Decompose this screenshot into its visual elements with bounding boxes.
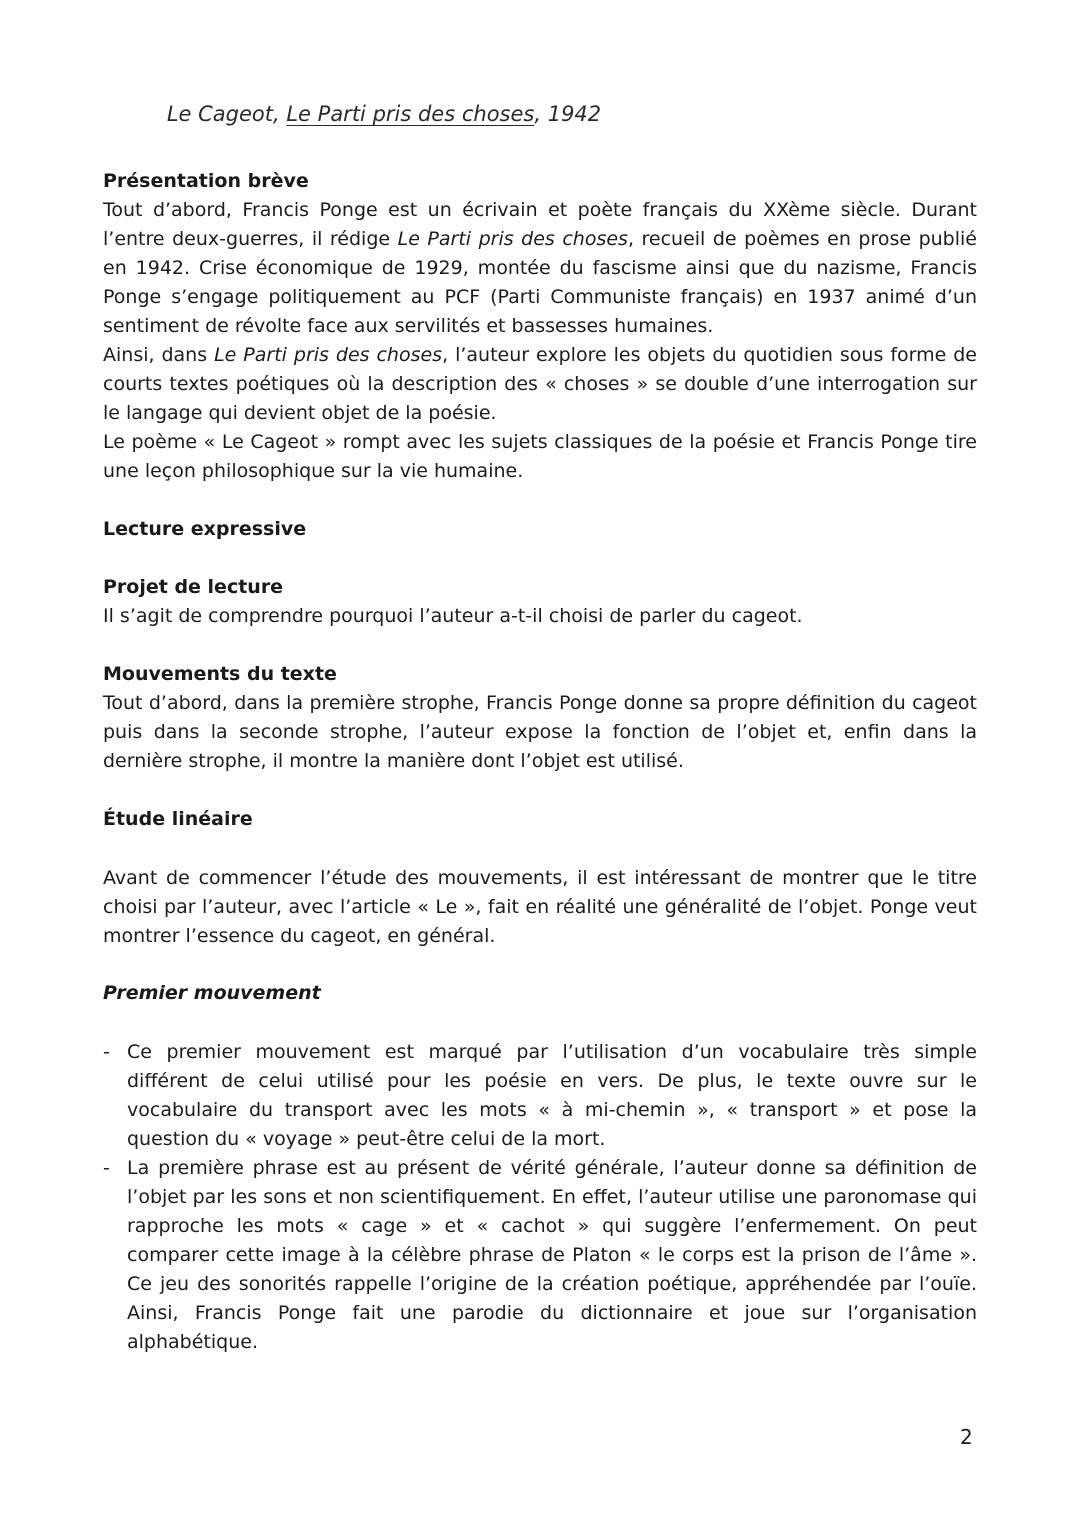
heading-lecture: Lecture expressive — [103, 518, 307, 540]
dash-marker: - — [103, 1157, 110, 1179]
section-etude — [103, 805, 977, 834]
presentation-p2-text-a: Ainsi, dans — [103, 344, 215, 366]
mouvements-text: Tout d’abord, dans la première strophe, Francis Ponge donne sa propre définition du cageot puis dans la seconde strophe, l’auteur expose la fonction de l’objet et, enfin dans la dernière strophe, il montre la manière dont l’objet est utilisé. — [103, 692, 977, 772]
title-year: , 1942 — [534, 102, 602, 126]
etude-text: Avant de commencer l’étude des mouvements, il est intéressant de montrer que le titre choisi par l’auteur, avec l’article « Le », fait en réalité une généralité de l’objet. Ponge veut montrer l’essence du cageot, en général. — [103, 867, 977, 947]
heading-projet: Projet de lecture — [103, 576, 284, 598]
section-premier-list — [103, 1038, 977, 1357]
title-collection: Le Parti pris des choses — [286, 102, 535, 126]
premier-list — [103, 1038, 977, 1357]
heading-premier: Premier mouvement — [103, 982, 321, 1004]
section-etude-text — [103, 864, 977, 951]
presentation-p2-italic: Le Parti pris des choses — [214, 344, 443, 366]
section-lecture — [103, 515, 977, 544]
presentation-paragraph-3: Le poème « Le Cageot » rompt avec les sujets classiques de la poésie et Francis Ponge tire une leçon philosophique sur la vie humaine. — [103, 431, 977, 482]
presentation-p1-italic: Le Parti pris des choses — [397, 228, 628, 250]
document-title — [0, 102, 871, 126]
presentation-paragraph-1 — [103, 196, 977, 341]
page-number: 2 — [960, 1425, 973, 1449]
section-mouvements — [103, 660, 977, 776]
section-presentation — [103, 167, 977, 486]
presentation-p1-text-a: Tout d’abord, Francis Ponge est un écrivain et poète français du XXème siècle. Durant l’entre deux-guerres, il rédige — [103, 199, 977, 250]
list-item — [103, 1038, 977, 1154]
presentation-p2-text-b: , l’auteur explore les objets du quotidien sous forme de courts textes poétiques où la description des « choses » se double d’une interrogation sur le langage qui devient objet de la poésie. — [103, 344, 977, 424]
section-projet — [103, 573, 977, 631]
list-item — [103, 1154, 977, 1357]
list-item-text: La première phrase est au présent de vérité générale, l’auteur donne sa définition de l’objet par les sons et non scientifiquement. En effet, l’auteur utilise une paronomase qui rapproche les mots « cage » et « cachot » qui suggère l’enfermement. On peut comparer cette image à la célèbre phrase de Platon « le corps est la prison de l’âme ». Ce jeu des sonorités rappelle l’origine de la création poétique, appréhendée par l’ouïe. Ainsi, Francis Ponge fait une parodie du dictionnaire et joue sur l’organisation alphabétique. — [127, 1157, 977, 1353]
heading-presentation: Présentation brève — [103, 170, 309, 192]
presentation-p1-text-b: , recueil de poèmes en prose publié en 1942. Crise économique de 1929, montée du fascisme ainsi que du nazisme, Francis Ponge s’engage politiquement au PCF (Parti Communiste français) en 1937 animé d’un sentiment de révolte face aux servilités et bassesses humaines. — [103, 228, 977, 337]
projet-text: Il s’agit de comprendre pourquoi l’auteur a-t-il choisi de parler du cageot. — [103, 605, 803, 627]
heading-etude: Étude linéaire — [103, 808, 253, 830]
title-poem: Le Cageot, — [166, 102, 287, 126]
heading-mouvements: Mouvements du texte — [103, 663, 337, 685]
presentation-paragraph-2 — [103, 341, 977, 428]
list-item-text: Ce premier mouvement est marqué par l’utilisation d’un vocabulaire très simple différent de celui utilisé pour les poésie en vers. De plus, le texte ouvre sur le vocabulaire du transport avec les mots « à mi-chemin », « transport » et pose la question du « voyage » peut-être celui de la mort. — [127, 1041, 977, 1150]
dash-marker: - — [103, 1041, 110, 1063]
section-premier — [103, 979, 977, 1008]
